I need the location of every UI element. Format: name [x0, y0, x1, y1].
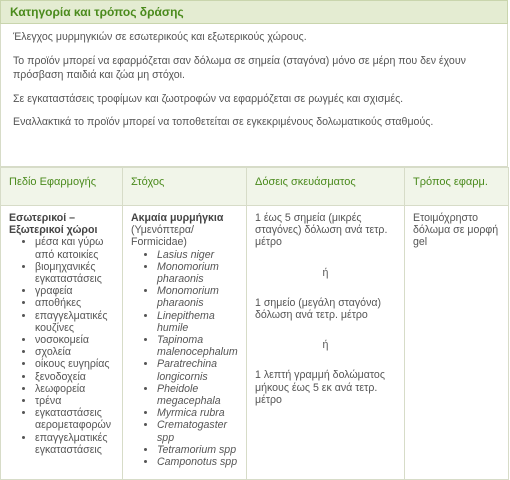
list-item: • Monomorium pharaonis — [157, 285, 238, 309]
list-item: • Crematogaster spp — [157, 419, 238, 443]
field-list — [9, 236, 114, 456]
list-item: • νοσοκομεία — [35, 334, 114, 346]
intro-paragraph: Εναλλακτικά το προϊόν μπορεί να τοποθετείται σε εγκεκριμένους δολωματικούς σταθμούς. — [13, 116, 434, 128]
list-item: • Lasius niger — [157, 249, 238, 261]
list-item: • μέσα και γύρω από κατοικίες — [35, 236, 114, 260]
list-item: • βιομηχανικές εγκαταστάσεις — [35, 261, 114, 285]
list-item: • επαγγελματικές κουζίνες — [35, 310, 114, 334]
list-item: • Myrmica rubra — [157, 407, 238, 419]
dose-or: ή — [322, 339, 329, 352]
header-doses: Δόσεις σκευάσματος — [247, 168, 405, 206]
intro-paragraph: Έλεγχος μυρμηγκιών σε εσωτερικούς και εξωτερικούς χώρους. — [13, 31, 307, 43]
species-list — [131, 249, 238, 469]
dose-option: 1 έως 5 σημεία (μικρές σταγόνες) δόλωση ανά τετρ. μέτρο — [255, 212, 388, 249]
list-item: • λεωφορεία — [35, 383, 114, 395]
section-title: Κατηγορία και τρόπος δράσης — [0, 0, 508, 24]
table-header-row — [1, 168, 509, 206]
header-method: Τρόπος εφαρμ. — [405, 168, 509, 206]
list-item: • Pheidole megacephala — [157, 383, 238, 407]
intro-text — [0, 24, 508, 167]
list-item: • Monomorium pharaonis — [157, 261, 238, 285]
target-cell — [123, 206, 247, 480]
list-item: • Paratrechina longicornis — [157, 358, 238, 382]
dose-option: 1 σημείο (μεγάλη σταγόνα) δόλωση ανά τετρ. μέτρο — [255, 296, 382, 322]
application-table — [0, 167, 509, 480]
target-subtitle: (Υμενόπτερα/ Formicidae) — [131, 224, 194, 249]
list-item: • αποθήκες — [35, 297, 114, 309]
field-title: Εσωτερικοί – Εξωτερικοί χώροι — [9, 212, 98, 237]
target-title: Ακμαία μυρμήγκια — [131, 212, 224, 224]
list-item: • σχολεία — [35, 346, 114, 358]
intro-paragraph: Σε εγκαταστάσεις τροφίμων και ζωοτροφών να εφαρμόζεται σε ρωγμές και σχισμές. — [13, 92, 404, 105]
list-item: • τρένα — [35, 395, 114, 407]
list-item: • Linepithema humile — [157, 310, 238, 334]
dose-option: 1 λεπτή γραμμή δολώματος μήκους έως 5 εκ ανά τετρ. μέτρο — [255, 369, 385, 406]
doses-cell — [247, 206, 405, 480]
list-item: • επαγγελματικές εγκαταστάσεις — [35, 432, 114, 456]
dose-or: ή — [322, 266, 329, 279]
header-field: Πεδίο Εφαρμογής — [1, 168, 123, 206]
list-item: • γραφεία — [35, 285, 114, 297]
list-item: • Tetramorium spp — [157, 444, 238, 456]
intro-paragraph: Το προϊόν μπορεί να εφαρμόζεται σαν δόλωμα σε σημεία (σταγόνα) μόνο σε μέρη που δεν έχουν πρόσβαση παιδιά και ζώα μη στόχοι. — [13, 54, 466, 81]
table-row — [1, 206, 509, 480]
list-item: • ξενοδοχεία — [35, 371, 114, 383]
list-item: • εγκαταστάσεις αερομεταφορών — [35, 407, 114, 431]
list-item: • Camponotus spp — [157, 456, 238, 468]
field-cell — [1, 206, 123, 480]
list-item: • οίκους ευγηρίας — [35, 358, 114, 370]
header-target: Στόχος — [123, 168, 247, 206]
list-item: • Tapinoma malenocephalum — [157, 334, 238, 358]
method-cell: Ετοιμόχρηστο δόλωμα σε μορφή gel — [405, 206, 509, 480]
